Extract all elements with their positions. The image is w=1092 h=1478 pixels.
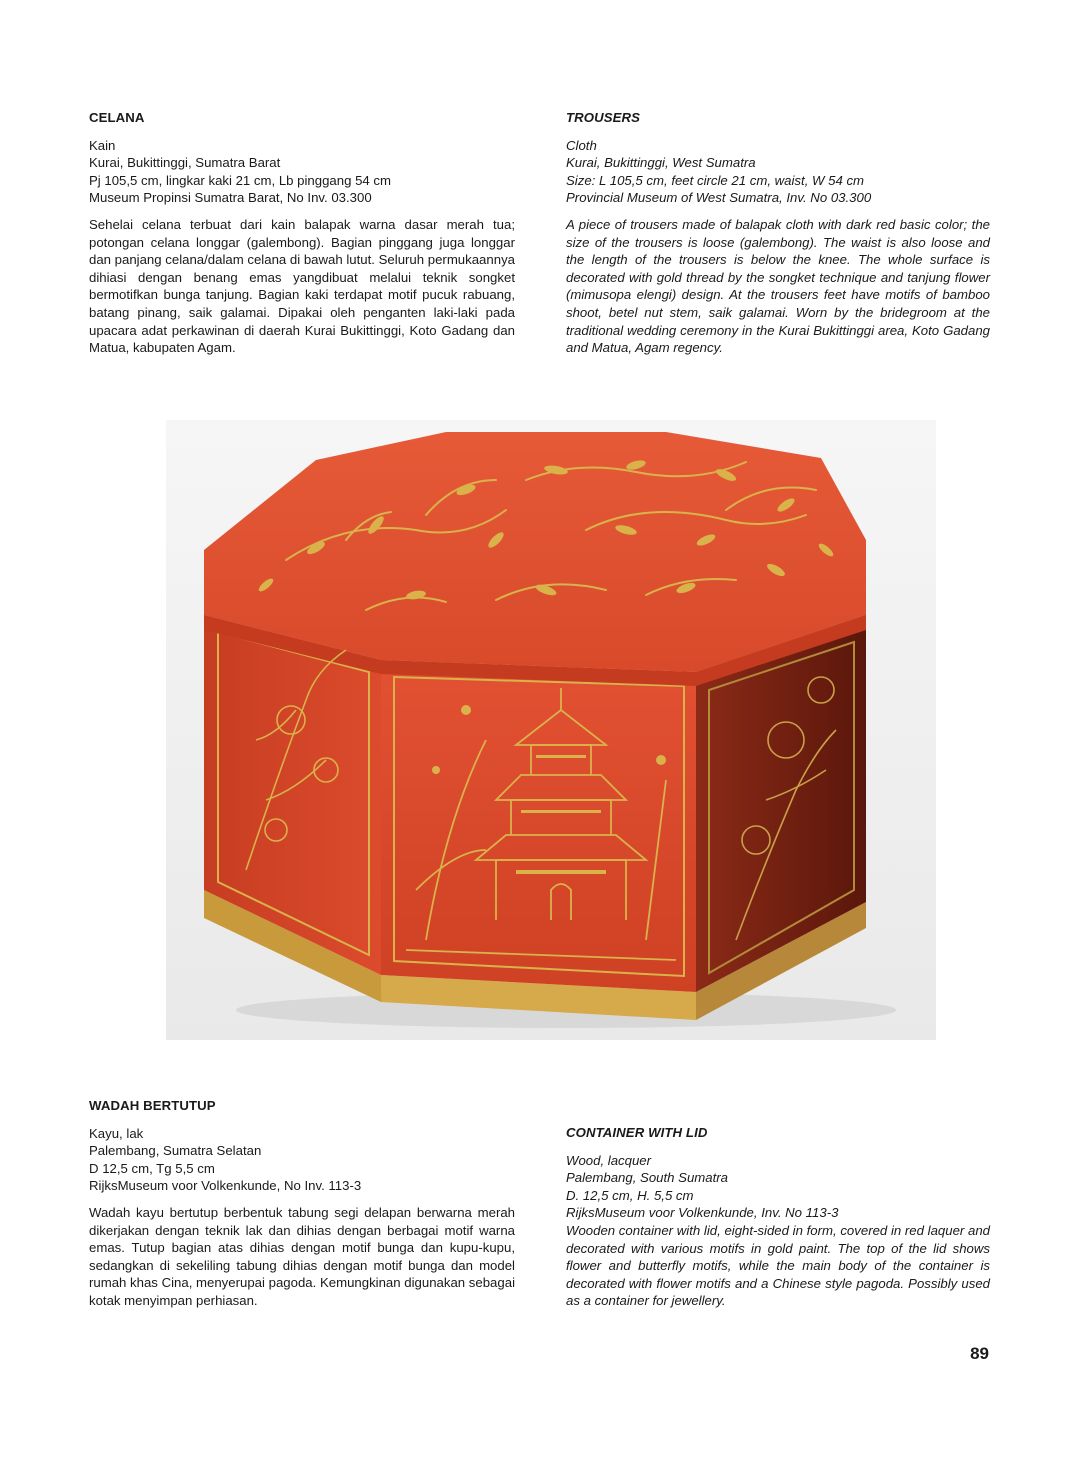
lacquer-box-illustration xyxy=(166,420,936,1040)
entry-title: TROUSERS xyxy=(566,110,641,125)
meta-size: Size: L 105,5 cm, feet circle 21 cm, waist, W 54 cm xyxy=(566,172,865,188)
meta-origin: Palembang, Sumatra Selatan xyxy=(89,1143,262,1159)
lacquer-box-photo xyxy=(166,420,936,1040)
entry-meta xyxy=(566,1152,990,1222)
entry-description: Sehelai celana terbuat dari kain balapak warna dasar merah tua; potongan celana longgar (galembong). Bagian pinggang juga longgar dan panjang celana/dalam celana di bawah lutut. Seluruh permukaannya dihiasi dengan benang emas yangdibuat melalui teknik songket bermotifkan bunga tanjung. Bagian kaki terdapat motif pucuk rabuang, batang pinang, saik galamai. Dipakai oleh penganten laki-laki pada upacara adat perkawinan di daerah Kurai Bukittinggi, Koto Gadang dan Matua, kabupaten Agam. xyxy=(89,216,515,356)
side-face-front xyxy=(381,660,696,992)
meta-material: Kayu, lak xyxy=(89,1125,144,1141)
meta-material: Kain xyxy=(89,137,116,153)
entry-title: CONTAINER WITH LID xyxy=(566,1125,708,1140)
meta-size: D 12,5 cm, Tg 5,5 cm xyxy=(89,1160,215,1176)
meta-origin: Kurai, Bukittinggi, West Sumatra xyxy=(566,155,756,171)
meta-material: Wood, lacquer xyxy=(566,1152,652,1168)
meta-collection: Provincial Museum of West Sumatra, Inv. No 03.300 xyxy=(566,190,872,206)
meta-size: D. 12,5 cm, H. 5,5 cm xyxy=(566,1187,694,1203)
entry-celana xyxy=(89,109,515,357)
entry-meta xyxy=(89,1125,515,1195)
entry-description: A piece of trousers made of balapak cloth with dark red basic color; the size of the trousers is loose (galembong). The waist is also loose and the length of the trousers is below the knee. The whole surface is decorated with gold thread by the songket technique and tanjung flower (mimusopa elengi) design. At the trousers feet have motifs of bamboo shoot, betel nut stem, saik galamai. Worn by the bridegroom at the traditional wedding ceremony in the Kurai Bukittinggi area, Koto Gadang and Matua, Agam regency. xyxy=(566,216,990,356)
entry-meta xyxy=(89,137,515,207)
meta-material: Cloth xyxy=(566,137,597,153)
entry-description: Wadah kayu bertutup berbentuk tabung segi delapan berwarna merah dikerjakan dengan teknik lak dan dihias dengan berbagai motif warna emas. Tutup bagian atas dihias dengan motif bunga dan kupu-kupu, sedangkan di sekeliling tabung dihias dengan motif bunga dan model rumah khas Cina, menyerupai pagoda. Kemungkinan digunakan sebagai kotak menyimpan perhiasan. xyxy=(89,1204,515,1308)
entry-title: CELANA xyxy=(89,110,145,125)
meta-collection: Museum Propinsi Sumatra Barat, No Inv. 03.300 xyxy=(89,190,372,206)
entry-title: WADAH BERTUTUP xyxy=(89,1098,216,1113)
entry-container-with-lid xyxy=(566,1124,990,1310)
entry-trousers xyxy=(566,109,990,357)
entry-wadah-bertutup xyxy=(89,1097,515,1310)
meta-collection: RijksMuseum voor Volkenkunde, No Inv. 113-3 xyxy=(89,1178,362,1194)
meta-origin: Kurai, Bukittinggi, Sumatra Barat xyxy=(89,155,281,171)
page-number: 89 xyxy=(970,1344,989,1363)
meta-collection: RijksMuseum voor Volkenkunde, Inv. No 113-3 xyxy=(566,1205,839,1221)
entry-description: Wooden container with lid, eight-sided in form, covered in red laquer and decorated with various motifs in gold paint. The top of the lid shows flower and butterfly motifs, while the main body of the container is decorated with flower motifs and a Chinese style pagoda. Possibly used as a container for jewellery. xyxy=(566,1222,990,1309)
meta-size: Pj 105,5 cm, lingkar kaki 21 cm, Lb pinggang 54 cm xyxy=(89,172,392,188)
meta-origin: Palembang, South Sumatra xyxy=(566,1170,729,1186)
entry-meta xyxy=(566,137,990,207)
